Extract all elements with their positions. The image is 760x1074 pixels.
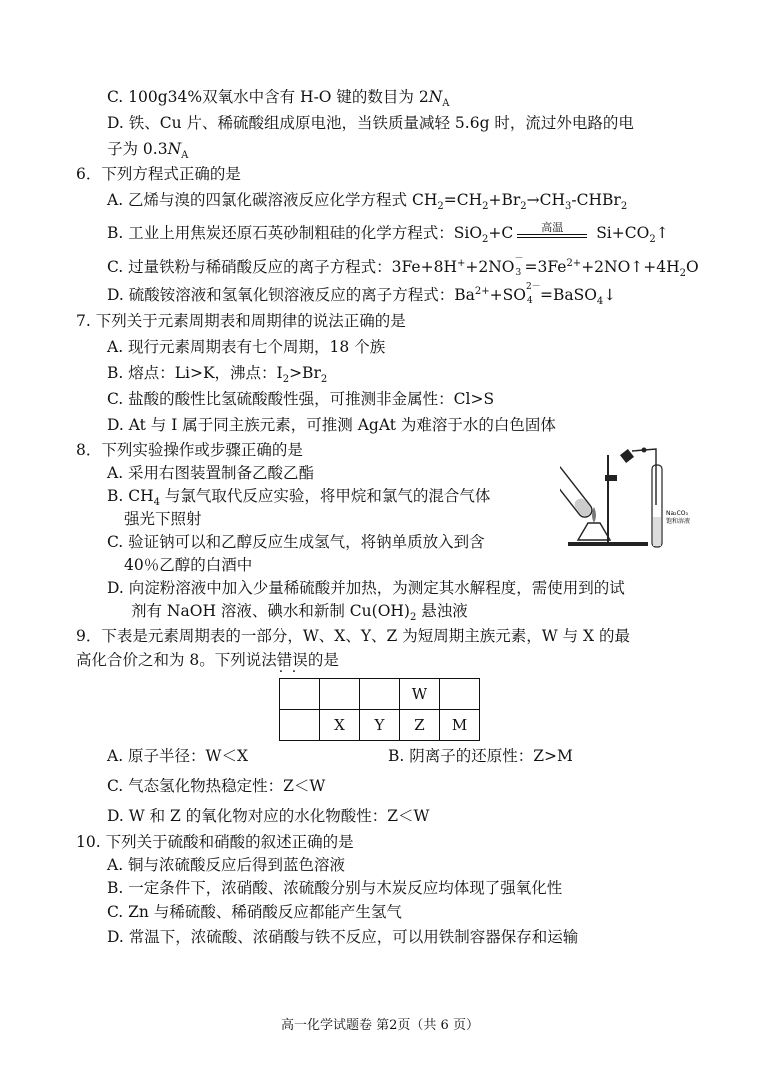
table-cell: M xyxy=(440,710,480,741)
q8-option-d-text-a: 剂有 NaOH 溶液、碘水和新制 Cu(OH) xyxy=(131,602,410,620)
q6-option-b-text: B. 工业上用焦炭还原石英砂制粗硅的化学方程式：SiO xyxy=(107,224,483,242)
q10-option-a: A. 铜与浓硫酸反应后得到蓝色溶液 xyxy=(107,856,346,874)
q8-option-d-line2: 剂有 NaOH 溶液、碘水和新制 $Cu(OH)_2$ 悬浊液 xyxy=(131,602,468,624)
figure-label-na2co3: Na₂CO₃ xyxy=(666,510,688,517)
q7-stem: 7. 下列关于元素周期表和周期律的说法正确的是 xyxy=(76,312,406,330)
table-cell xyxy=(360,679,400,710)
q7-option-a: A. 现行元素周期表有七个周期，18 个族 xyxy=(107,338,386,356)
q5-option-d-line2-text: 子为 0.3 xyxy=(107,140,168,158)
q6-option-c: C. 过量铁粉与稀硝酸反应的离子方程式：3Fe+8H++2NO 3 － $=3Fe^{2+}+2NO↑+4H_2O$ xyxy=(107,254,699,280)
q5-option-d-line1: D. 铁、Cu 片、稀硫酸组成原电池，当铁质量减轻 5.6g 时，流过外电路的电 xyxy=(107,114,634,132)
q5-option-c-na: N xyxy=(428,88,443,106)
table-cell xyxy=(280,710,320,741)
table-cell xyxy=(320,679,360,710)
q9-stem-line2 xyxy=(76,650,339,670)
q6-option-a-text: A. 乙烯与溴的四氯化碳溶液反应化学方程式 CH xyxy=(107,191,438,209)
q8-option-b-text-a: B. CH xyxy=(107,487,154,505)
table-cell xyxy=(440,679,480,710)
q6-stem: 6．下列方程式正确的是 xyxy=(76,165,241,183)
table-cell xyxy=(280,679,320,710)
q5-option-d-a-sub: A xyxy=(181,150,189,162)
stopper xyxy=(620,449,634,463)
q8-option-c-line2: 40％乙醇的白酒中 xyxy=(124,556,253,574)
q9-stem-emphasis: 错误 · · xyxy=(277,651,308,669)
q10-option-c: C. Zn 与稀硫酸、稀硝酸反应都能产生氢气 xyxy=(107,903,402,921)
q8-option-c-line1: C. 验证钠可以和乙醇反应生成氢气，将钠单质放入到含 xyxy=(107,533,485,551)
q8-option-a: A. 采用右图装置制备乙酸乙酯 xyxy=(107,464,315,482)
test-tube xyxy=(560,462,595,519)
table-cell: Z xyxy=(400,710,440,741)
stand-base xyxy=(568,542,648,546)
q5-option-d-line2 xyxy=(107,139,189,162)
q9-stem-text-c: 的是 xyxy=(307,651,339,669)
q10-option-d: D. 常温下，浓硫酸、浓硝酸与铁不反应，可以用铁制容器保存和运输 xyxy=(107,928,579,946)
high-temp-condition xyxy=(517,221,587,242)
q9-stem-text-a: 高化合价之和为 8。下列说法 xyxy=(76,651,277,669)
q5-option-c xyxy=(107,87,450,110)
q9-option-c: C. 气态氢化物热稳定性：Z＜W xyxy=(107,777,326,795)
q5-option-c-text: C. 100g34%双氧水中含有 H-O 键的数目为 2 xyxy=(107,88,429,106)
ester-apparatus-figure xyxy=(560,445,710,555)
q6-option-d-text: D. 硫酸铵溶液和氢氧化钡溶液反应的离子方程式：Ba xyxy=(107,286,475,304)
q10-option-b: B. 一定条件下，浓硝酸、浓硫酸分别与木炭反应均体现了强氧化性 xyxy=(107,879,563,897)
q8-option-b-text-b: 与氯气取代反应实验，将甲烷和氯气的混合气体 xyxy=(160,487,491,505)
q7-option-b-text: B. 熔点：Li>K，沸点：I xyxy=(107,364,283,382)
periodic-table-fragment xyxy=(279,678,480,741)
table-cell: X xyxy=(320,710,360,741)
q9-option-b: B. 阴离子的还原性：Z>M xyxy=(388,747,573,765)
table-cell: W xyxy=(400,679,440,710)
q8-option-b-line1: B. $CH_4$ 与氯气取代反应实验，将甲烷和氯气的混合气体 xyxy=(107,487,491,509)
table-cell: Y xyxy=(360,710,400,741)
q8-stem: 8．下列实验操作或步骤正确的是 xyxy=(76,441,303,459)
clamp xyxy=(605,475,617,481)
q5-option-d-na: N xyxy=(167,140,182,158)
q6-option-d: D. 硫酸铵溶液和氢氧化钡溶液反应的离子方程式：$Ba^{2+}+SO$ 2－ 4 =BaSO$_4$↓ xyxy=(107,282,617,308)
q6-option-a: A. 乙烯与溴的四氯化碳溶液反应化学方程式 $CH_2=CH_2+Br_2\to CH_3-CHBr_2$ xyxy=(107,191,628,213)
table-row xyxy=(280,679,480,710)
q5-option-c-a-sub: A xyxy=(442,98,450,110)
page-footer: 高一化学试题卷 第2页（共 6 页） xyxy=(281,1018,479,1033)
figure-label-saturated-solution: 饱和溶液 xyxy=(666,518,691,525)
q9-option-a: A. 原子半径：W＜X xyxy=(107,747,249,765)
q7-option-b: B. 熔点：Li>K，沸点：$I_2>Br_2$ xyxy=(107,364,328,386)
q8-option-b-line2: 强光下照射 xyxy=(124,510,202,528)
q7-option-c: C. 盐酸的酸性比氢硫酸酸性强，可推测非金属性：Cl>S xyxy=(107,390,495,408)
table-row xyxy=(280,710,480,741)
q8-option-d-text-b: 悬浊液 xyxy=(416,602,468,620)
q6-option-b: B. 工业上用焦炭还原石英砂制粗硅的化学方程式：SiO$_2$+C 高温 $Si+CO_2↑$ xyxy=(107,223,669,243)
q9-stem-line1: 9．下表是元素周期表的一部分，W、X、Y、Z 为短周期主族元素，W 与 X 的最 xyxy=(76,627,631,645)
q10-stem: 10. 下列关于硫酸和硝酸的叙述正确的是 xyxy=(76,833,354,851)
q9-option-d: D. W 和 Z 的氧化物对应的水化物酸性：Z＜W xyxy=(107,807,430,825)
q6-option-c-text: C. 过量铁粉与稀硝酸反应的离子方程式：3Fe+8H xyxy=(107,258,457,276)
q7-option-d: D. At 与 I 属于同主族元素，可推测 AgAt 为难溶于水的白色固体 xyxy=(107,416,556,434)
q6-option-b-condition: 高温 xyxy=(541,221,564,234)
flame xyxy=(592,507,596,523)
q8-option-d-line1: D. 向淀粉溶液中加入少量稀硫酸并加热，为测定其水解程度，需使用到的试 xyxy=(107,579,625,597)
alcohol-lamp xyxy=(578,523,610,540)
